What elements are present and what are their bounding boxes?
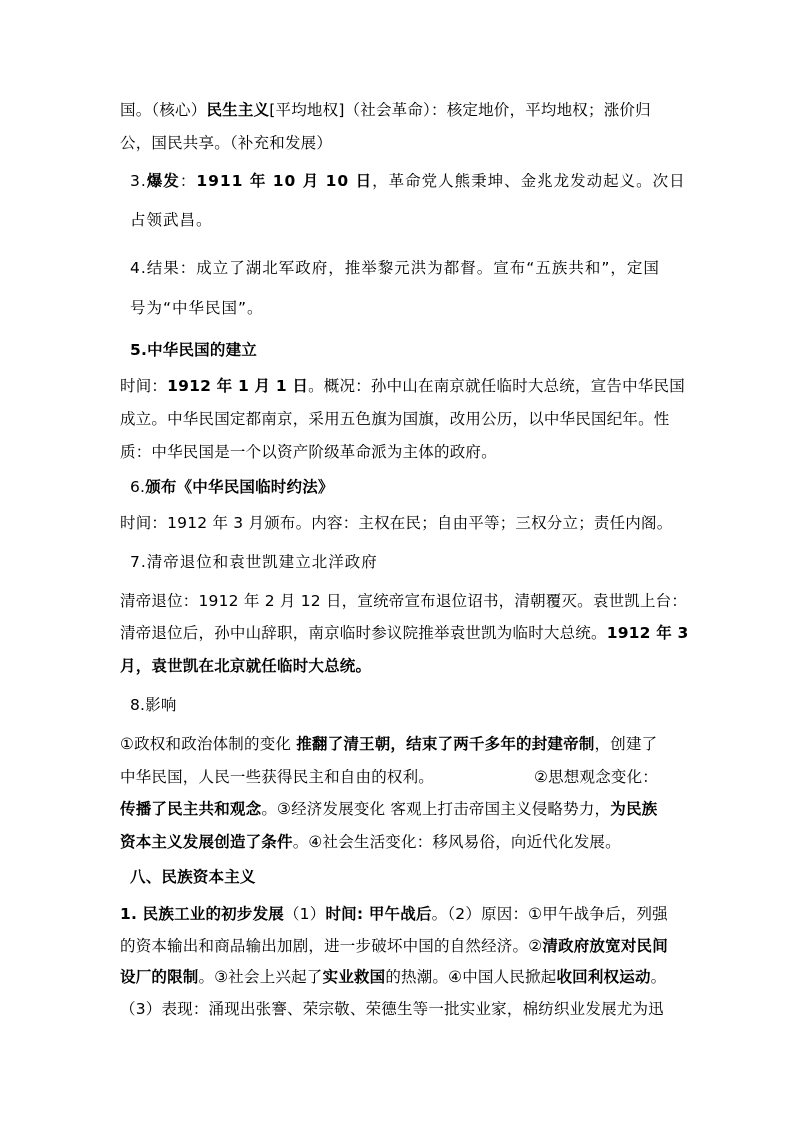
section-heading bbox=[130, 694, 177, 716]
bold-text: 颁布《中华民国临时约法》 bbox=[145, 478, 334, 496]
text-line bbox=[120, 132, 332, 154]
text-line bbox=[120, 903, 668, 925]
bold-text: 收回利权运动 bbox=[556, 968, 651, 986]
bold-text: 设厂的限制 bbox=[120, 968, 199, 986]
text-line bbox=[120, 655, 371, 677]
text: [平均地权]（社会革命）：核定地价，平均地权；涨价归 bbox=[269, 101, 651, 119]
text-line bbox=[130, 297, 264, 319]
text: 。③社会上兴起了 bbox=[198, 968, 323, 986]
section-heading bbox=[130, 476, 334, 498]
text-line bbox=[120, 831, 621, 853]
text-line bbox=[120, 512, 672, 534]
heading-text: 5.中华民国的建立 bbox=[130, 341, 257, 359]
bold-text: 爆发 bbox=[146, 172, 180, 190]
bold-text: 1911 年 10 月 10 日 bbox=[196, 172, 373, 190]
text: 。（2）原因：①甲午战争后，列强 bbox=[431, 905, 668, 923]
section-heading bbox=[130, 866, 256, 888]
text-line bbox=[120, 935, 668, 957]
text: 。 bbox=[650, 968, 667, 986]
text: 清帝退位后，孙中山辞职，南京临时参议院推举袁世凯为临时大总统。 bbox=[120, 624, 607, 642]
text: 时间： bbox=[120, 377, 168, 395]
text-line bbox=[120, 441, 497, 463]
heading-text: 7.清帝退位和袁世凯建立北洋政府 bbox=[130, 553, 378, 571]
text: ①政权和政治体制的变化 bbox=[120, 735, 297, 753]
text: 质：中华民国是一个以资产阶级革命派为主体的政府。 bbox=[120, 443, 497, 461]
heading-text: 八、民族资本主义 bbox=[130, 868, 256, 886]
text-line bbox=[120, 408, 670, 430]
text: 3. bbox=[130, 172, 147, 190]
text: 。概况：孙中山在南京就任临时大总统，宣告中华民国 bbox=[308, 377, 685, 395]
text-line bbox=[120, 966, 666, 988]
text: ，创建了 bbox=[594, 735, 658, 753]
text: 中华民国，人民一些获得民主和自由的权利。 bbox=[120, 768, 435, 786]
text-line bbox=[130, 170, 686, 192]
bold-text: 为民族 bbox=[610, 800, 658, 818]
text-line bbox=[130, 209, 213, 231]
bold-text: 实业救国 bbox=[322, 968, 386, 986]
text-line bbox=[120, 99, 651, 121]
text: 4.结果：成立了湖北军政府，推举黎元洪为都督。宣布“五族共和”，定国 bbox=[130, 259, 660, 277]
text: 国。（核心） bbox=[120, 101, 207, 119]
text-line bbox=[120, 766, 658, 788]
text-line bbox=[120, 733, 657, 755]
text: ： bbox=[179, 172, 197, 190]
bold-text: 时间: 甲午战后 bbox=[325, 905, 432, 923]
bold-text: 1912 年 3 bbox=[606, 624, 689, 642]
section-heading bbox=[130, 339, 257, 361]
text: 公，国民共享。（补充和发展） bbox=[120, 134, 333, 152]
text: 的热潮。④中国人民掀起 bbox=[385, 968, 557, 986]
bold-text: 月，袁世凯在北京就任临时大总统。 bbox=[120, 657, 372, 675]
text: （1） bbox=[283, 905, 326, 923]
text: 时间：1912 年 3 月颁布。内容：主权在民；自由平等；三权分立；责任内阁。 bbox=[120, 514, 673, 532]
text-line bbox=[120, 622, 689, 644]
bold-text: 推翻了清王朝，结束了两千多年的封建帝制 bbox=[296, 735, 595, 753]
heading-text: 8.影响 bbox=[130, 696, 177, 714]
text-line bbox=[120, 590, 687, 612]
text: 。④社会生活变化：移风易俗，向近代化发展。 bbox=[292, 833, 621, 851]
text: 的资本输出和商品输出加剧，进一步破坏中国的自然经济。② bbox=[120, 937, 543, 955]
bold-text: 1912 年 1 月 1 日 bbox=[167, 377, 309, 395]
text: 成立。中华民国定都南京，采用五色旗为国旗，改用公历，以中华民国纪年。性 bbox=[120, 410, 670, 428]
text-line bbox=[130, 257, 660, 279]
text: （3）表现：涌现出张謇、荣宗敬、荣德生等一批实业家，棉纺织业发展尤为迅 bbox=[120, 1000, 664, 1018]
text: 占领武昌。 bbox=[130, 211, 213, 229]
text: 号为“中华民国”。 bbox=[130, 299, 264, 317]
text: ，革命党人熊秉坤、金兆龙发动起义。次日 bbox=[372, 172, 686, 190]
text-line bbox=[120, 798, 657, 820]
bold-text: 资本主义发展创造了条件 bbox=[120, 833, 293, 851]
section-heading bbox=[130, 551, 378, 573]
bold-text: 民生主义 bbox=[206, 101, 270, 119]
bold-text: 清政府放宽对民间 bbox=[542, 937, 668, 955]
text-line bbox=[120, 375, 685, 397]
bold-text: 1. 民族工业的初步发展 bbox=[120, 905, 284, 923]
text: 清帝退位：1912 年 2 月 12 日，宣统帝宣布退位诏书，清朝覆灭。袁世凯上台： bbox=[120, 592, 688, 610]
text: 。③经济发展变化 客观上打击帝国主义侵略势力， bbox=[261, 800, 611, 818]
text: 6. bbox=[130, 478, 146, 496]
text: ②思想观念变化： bbox=[534, 768, 659, 786]
text-line bbox=[120, 998, 664, 1020]
bold-text: 传播了民主共和观念 bbox=[120, 800, 262, 818]
